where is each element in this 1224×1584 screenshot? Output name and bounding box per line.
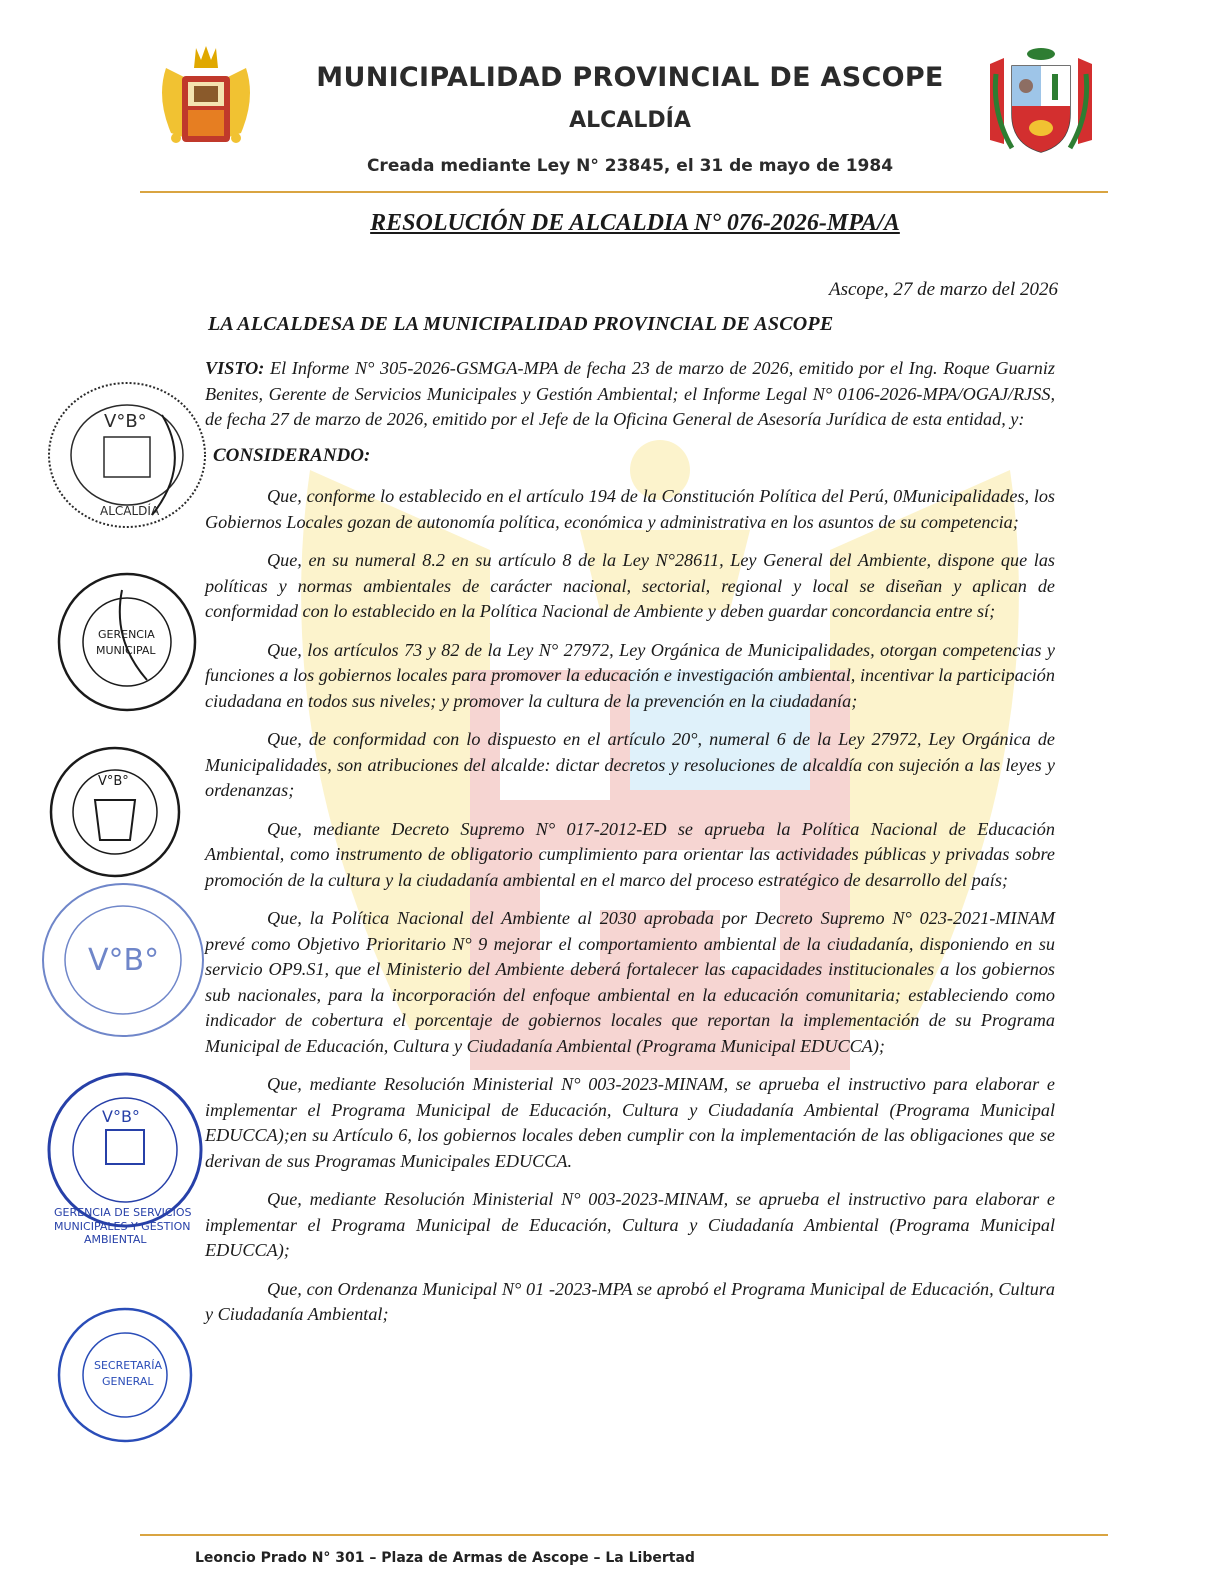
svg-text:V°B°: V°B° [104,411,147,432]
svg-text:AMBIENTAL: AMBIENTAL [84,1233,147,1245]
footer-divider [140,1534,1108,1536]
asesoria-juridica-stamp [40,745,190,880]
issuing-authority: LA ALCALDESA DE LA MUNICIPALIDAD PROVINCIAL DE ASCOPE [208,313,834,335]
office-subtitle: ALCALDÍA [569,108,691,133]
blue-approval-stamp [38,880,208,1040]
considerando-paragraph: Que, de conformidad con lo dispuesto en el artículo 20°, numeral 6 de la Ley 27972, Ley Orgánica de Municipalidades, son atribuciones del alcalde: dictar decretos y resoluciones de alcaldía con sujeción a las leyes y ordenanzas; [205,729,1055,800]
considerando-paragraph: Que, la Política Nacional del Ambiente al 2030 aprobada por Decreto Supremo N° 023-2021-MINAM prevé como Objetivo Prioritario N° 9 mejorar el comportamiento ambiental de la ciudadanía, disponiendo en su servicio OP9.S1, que el Ministerio del Ambiente deberá fortalecer las capacidades institucionales a los gobiernos sub nacionales, para la incorporación del enfoque ambiental en la educación comunitaria; estableciendo como indicador de cobertura el porcentaje de gobiernos locales que reportan la implementación de su Programa Municipal de Educación, Cultura y Ciudadanía Ambiental (Programa Municipal EDUCCA); [205,908,1055,1056]
considerando-paragraph: Que, mediante Decreto Supremo N° 017-2012-ED se aprueba la Política Nacional de Educación Ambiental, como instrumento de obligatorio cumplimiento para orientar las actividades públicas y privadas sobre promoción de la cultura y la ciudadanía ambiental en el marco del proceso estratégico de desarrollo del país; [205,818,1055,890]
gerencia-municipal-stamp [52,570,202,715]
svg-text:ALCALDÍA: ALCALDÍA [100,504,160,518]
svg-text:V°B°: V°B° [88,943,160,978]
creation-law-line: Creada mediante Ley N° 23845, el 31 de mayo de 1984 [366,156,894,176]
resolution-date: Ascope, 27 de marzo del 2026 [828,279,1058,300]
header-divider [140,191,1108,193]
svg-text:GERENCIA DE SERVICIOS: GERENCIA DE SERVICIOS [54,1206,192,1219]
considerando-paragraph: Que, mediante Resolución Ministerial N° 003-2023-MINAM, se aprueba el instructivo para elaborar e implementar el Programa Municipal de Educación, Cultura y Ciudadanía Ambiental (Programa Municipal EDUCCA);en su Artículo 6, los gobiernos locales deben cumplir con la implementación de las obligaciones que se derivan de sus Programas Municipales EDUCCA. [205,1074,1055,1171]
svg-text:SECRETARÍA: SECRETARÍA [94,1359,163,1372]
considerando-paragraph: Que, con Ordenanza Municipal N° 01 -2023-MPA se aprobó el Programa Municipal de Educación, Cultura y Ciudadanía Ambiental; [205,1278,1055,1324]
peru-coat-of-arms-logo [982,44,1100,162]
resolution-body [205,356,1055,1341]
svg-text:V°B°: V°B° [98,774,129,789]
considerando-paragraph: Que, mediante Resolución Ministerial N° 003-2023-MINAM, se aprueba el instructivo para elaborar e implementar el Programa Municipal de Educación, Cultura y Ciudadanía Ambiental (Programa Municipal EDUCCA); [205,1189,1055,1260]
secretaria-general-stamp [50,1305,200,1445]
svg-text:V°B°: V°B° [102,1107,140,1126]
svg-text:GENERAL: GENERAL [102,1375,154,1388]
visto-label: VISTO: [205,358,265,378]
svg-text:MUNICIPAL: MUNICIPAL [96,644,156,657]
municipality-title: MUNICIPALIDAD PROVINCIAL DE ASCOPE [316,62,944,93]
considerando-paragraph: Que, en su numeral 8.2 en su artículo 8 de la Ley N°28611, Ley General del Ambiente, dispone que las políticas y normas ambientales de carácter nacional, sectorial, regional y local se diseñan y aplican de conformidad con lo establecido en la Política Nacional de Ambiente y deben guardar concordancia entre sí; [205,550,1055,621]
resolution-title: RESOLUCIÓN DE ALCALDIA N° 076-2026-MPA/A [370,210,900,236]
municipal-coat-of-arms-logo [146,38,266,158]
visto-text: El Informe N° 305-2026-GSMGA-MPA de fecha 23 de marzo de 2026, emitido por el Ing. Roque Guarniz Benites, Gerente de Servicios Municipales y Gestión Ambiental; el Informe Legal N° 0106-2026-MPA/OGAJ/RJSS, de fecha 27 de marzo de 2026, emitido por el Jefe de la Oficina General de Asesoría Jurídica de esta entidad, y: [205,358,1055,429]
alcaldia-approval-stamp [42,375,212,535]
svg-text:GERENCIA: GERENCIA [98,628,155,641]
considerando-heading: CONSIDERANDO: [213,444,371,466]
servicios-municipales-stamp [38,1070,213,1245]
considerando-paragraph: Que, conforme lo establecido en el artículo 194 de la Constitución Política del Perú, 0Municipalidades, los Gobiernos Locales gozan de autonomía política, económica y administrativa en los asuntos de su competencia; [205,486,1055,532]
footer-address: Leoncio Prado N° 301 – Plaza de Armas de Ascope – La Libertad [195,1550,695,1566]
svg-text:MUNICIPALES Y GESTION: MUNICIPALES Y GESTION [54,1220,191,1233]
considerando-paragraph: Que, los artículos 73 y 82 de la Ley N° 27972, Ley Orgánica de Municipalidades, otorgan competencias y funciones a los gobiernos locales para promover la educación e investigación ambiental, incentivar la participación ciudadana en todos sus niveles; y promover la cultura de la prevención en la ciudadanía; [205,639,1055,711]
visto-paragraph [205,356,1055,433]
